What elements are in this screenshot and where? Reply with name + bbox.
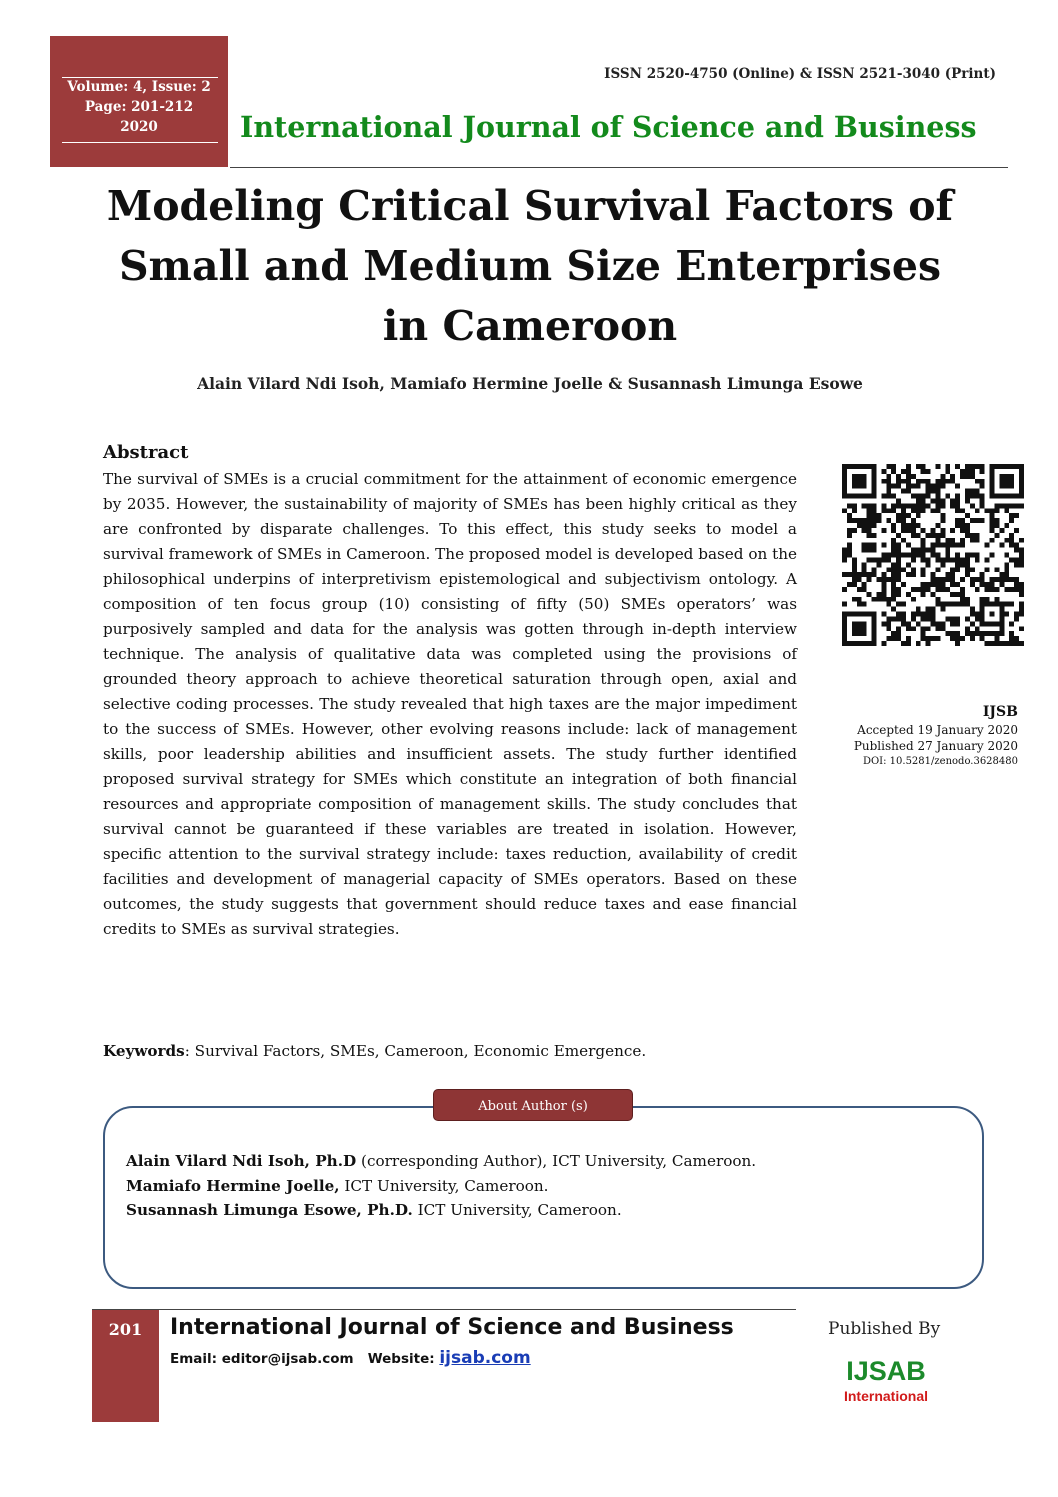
footer-divider	[92, 1309, 796, 1310]
publication-info	[854, 702, 1018, 769]
keywords	[103, 1042, 646, 1060]
volume-box-rules	[62, 77, 218, 143]
title-line: Small and Medium Size Enterprises	[118, 242, 942, 290]
author-entry	[126, 1174, 756, 1199]
page-number: 201	[108, 1320, 143, 1339]
author-affiliation: (corresponding Author), ICT University, Cameroon.	[356, 1152, 757, 1170]
abstract-heading: Abstract	[103, 442, 189, 463]
qr-code-icon[interactable]	[842, 464, 1024, 646]
accepted-date: Accepted 19 January 2020	[857, 723, 1018, 737]
about-authors-tab: About Author (s)	[433, 1089, 633, 1121]
year: 2020	[120, 119, 158, 135]
author-entry	[126, 1198, 756, 1223]
author-entry	[126, 1149, 756, 1174]
footer-email[interactable]: Email: editor@ijsab.com	[170, 1351, 354, 1367]
journal-abbr: IJSB	[982, 704, 1018, 720]
volume-issue: Volume: 4, Issue: 2	[67, 79, 211, 95]
footer-website-link[interactable]: ijsab.com	[439, 1348, 531, 1368]
page-range: Page: 201-212	[84, 99, 194, 115]
author-affiliation: ICT University, Cameroon.	[412, 1201, 622, 1219]
published-by: Published By	[828, 1319, 941, 1339]
author-name: Alain Vilard Ndi Isoh, Ph.D	[126, 1152, 357, 1170]
issn: ISSN 2520-4750 (Online) & ISSN 2521-3040 (Print)	[604, 66, 996, 82]
header-divider	[230, 167, 1008, 168]
keywords-text: : Survival Factors, SMEs, Cameroon, Economic Emergence.	[184, 1042, 647, 1060]
author-name: Susannash Limunga Esowe, Ph.D.	[126, 1201, 413, 1219]
journal-title: International Journal of Science and Business	[240, 110, 977, 144]
author-name: Mamiafo Hermine Joelle,	[126, 1176, 340, 1195]
abstract-body: The survival of SMEs is a crucial commitment for the attainment of economic emergence by 2035. However, the sustainability of majority of SMEs has been highly critical as they are confronted by disparate challenges. To this effect, this study seeks to model a survival framework of SMEs in Cameroon. The proposed model is developed based on the philosophical underpins of interpretivism epistemological and subjectivism ontology. A composition of ten focus group (10) consisting of fifty (50) SMEs operators’ was purposively sampled and data for the analysis was gotten through in-depth interview technique. The analysis of qualitative data was completed using the provisions of grounded theory approach to achieve theoretical saturation through open, axial and selective coding processes. The study revealed that high taxes are the major impediment to the success of SMEs. However, other evolving reasons include: lack of management skills, poor leadership abilities and insufficient assets. The study further identified proposed survival strategy for SMEs which constitute an integration of both financial resources and appropriate composition of management skills. The study concludes that survival cannot be guaranteed if these variables are treated in isolation. However, specific attention to the survival strategy include: taxes reduction, availability of credit facilities and development of managerial capacity of SMEs operators. Based on these outcomes, the study suggests that government should reduce taxes and ease financial credits to SMEs as survival strategies.	[103, 470, 797, 938]
title-line: in Cameroon	[382, 302, 678, 350]
publisher-logo: IJSAB	[846, 1356, 926, 1386]
footer-journal-title: International Journal of Science and Business	[170, 1315, 734, 1340]
paper-title	[60, 176, 1000, 356]
published-date: Published 27 January 2020	[853, 739, 1018, 753]
footer-website-label: Website:	[367, 1351, 440, 1367]
title-line: Modeling Critical Survival Factors of	[106, 182, 954, 230]
keywords-label: Keywords	[103, 1042, 185, 1060]
about-authors-list	[126, 1149, 756, 1223]
author-affiliation: ICT University, Cameroon.	[339, 1176, 549, 1195]
author-list: Alain Vilard Ndi Isoh, Mamiafo Hermine Joelle & Susannash Limunga Esowe	[197, 374, 863, 393]
publisher-logo-subtext: International	[843, 1388, 928, 1404]
footer-contact	[170, 1348, 531, 1368]
doi[interactable]: DOI: 10.5281/zenodo.3628480	[862, 756, 1018, 767]
